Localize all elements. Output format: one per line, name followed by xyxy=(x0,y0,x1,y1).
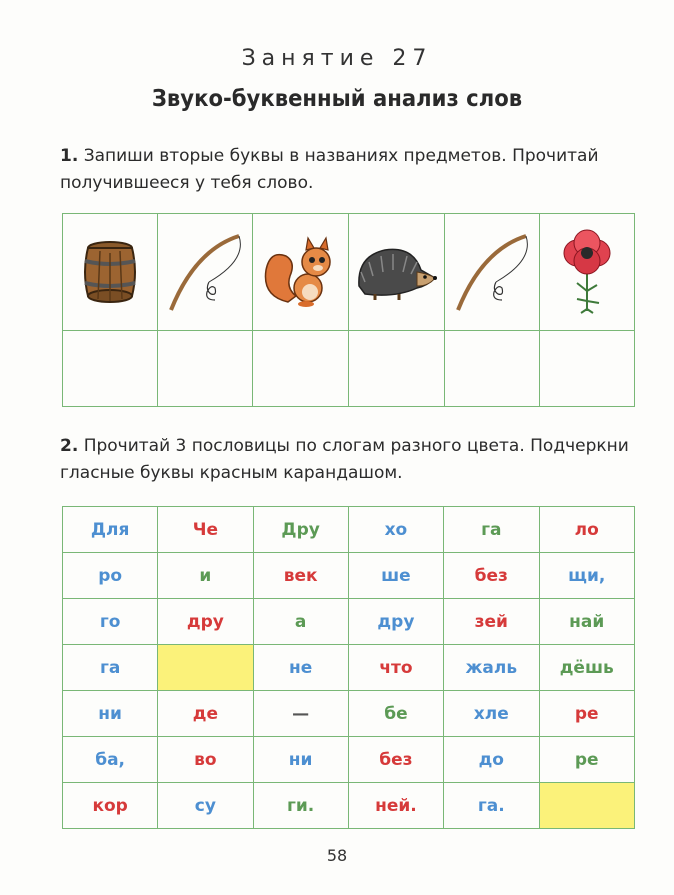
squirrel-icon xyxy=(260,236,342,308)
syllable-row xyxy=(63,691,635,737)
syllable-cell: без xyxy=(444,553,539,599)
syllable-cell: хо xyxy=(348,507,443,553)
syllable-cell: Че xyxy=(158,507,253,553)
syllable-cell: ло xyxy=(539,507,635,553)
answer-cell[interactable] xyxy=(540,331,635,407)
syllable-cell: ре xyxy=(539,691,635,737)
blank-cell xyxy=(158,645,253,691)
syllable-cell: кор xyxy=(63,783,158,829)
syllable-cell: не xyxy=(253,645,348,691)
syllable-cell: дру xyxy=(158,599,253,645)
picture-cell xyxy=(444,214,540,331)
task-2-instruction xyxy=(60,433,640,487)
task-1-text: Запиши вторые буквы в названиях предметов. Прочитай получившееся у тебя слово. xyxy=(60,146,599,193)
fishing-rod-icon xyxy=(452,230,532,314)
syllable-cell: га xyxy=(63,645,158,691)
answer-cell[interactable] xyxy=(253,331,349,407)
syllable-row xyxy=(63,507,635,553)
picture-cell xyxy=(540,214,635,331)
topic-title: Звуко-буквенный анализ слов xyxy=(151,86,523,112)
syllable-row xyxy=(63,553,635,599)
syllable-cell: ни xyxy=(63,691,158,737)
syllable-cell: и xyxy=(158,553,253,599)
picture-grid xyxy=(62,213,635,407)
fishing-rod-icon xyxy=(165,230,245,314)
syllable-row xyxy=(63,599,635,645)
syllable-cell: де xyxy=(158,691,253,737)
syllable-cell: дёшь xyxy=(539,645,635,691)
syllable-row xyxy=(63,645,635,691)
answer-row xyxy=(63,331,635,407)
syllable-cell: бе xyxy=(348,691,443,737)
task-1-number: 1. xyxy=(60,146,79,166)
task-2-number: 2. xyxy=(60,436,79,456)
syllable-cell: ни xyxy=(253,737,348,783)
barrel-icon xyxy=(78,239,142,305)
syllable-row xyxy=(63,783,635,829)
syllable-cell: га. xyxy=(444,783,539,829)
task-2-text: Прочитай 3 пословицы по слогам разного цвета. Подчеркни гласные буквы красным карандашом. xyxy=(60,436,629,483)
answer-cell[interactable] xyxy=(157,331,253,407)
syllable-cell: до xyxy=(444,737,539,783)
answer-cell[interactable] xyxy=(349,331,445,407)
picture-cell xyxy=(63,214,158,331)
syllable-cell: су xyxy=(158,783,253,829)
picture-cell xyxy=(349,214,445,331)
syllable-cell: ре xyxy=(539,737,635,783)
answer-cell[interactable] xyxy=(63,331,158,407)
answer-cell[interactable] xyxy=(444,331,540,407)
picture-cell xyxy=(253,214,349,331)
picture-cell xyxy=(157,214,253,331)
hedgehog-icon xyxy=(355,242,437,302)
syllable-cell: век xyxy=(253,553,348,599)
syllable-cell: най xyxy=(539,599,635,645)
syllable-cell: щи, xyxy=(539,553,635,599)
lesson-title: Занятие 27 xyxy=(241,46,433,71)
blank-cell xyxy=(539,783,635,829)
syllable-grid xyxy=(62,506,635,829)
syllable-cell: ба, xyxy=(63,737,158,783)
task-1-instruction xyxy=(60,143,640,197)
syllable-cell: Дру xyxy=(253,507,348,553)
syllable-row xyxy=(63,737,635,783)
syllable-cell: ро xyxy=(63,553,158,599)
syllable-cell: а xyxy=(253,599,348,645)
poppy-icon xyxy=(557,229,617,315)
page-number: 58 xyxy=(326,846,348,865)
syllable-cell: хле xyxy=(444,691,539,737)
syllable-cell: го xyxy=(63,599,158,645)
syllable-cell: зей xyxy=(444,599,539,645)
syllable-cell: ше xyxy=(348,553,443,599)
picture-row xyxy=(63,214,635,331)
syllable-cell: Для xyxy=(63,507,158,553)
syllable-cell: ги. xyxy=(253,783,348,829)
syllable-cell: что xyxy=(348,645,443,691)
syllable-cell: во xyxy=(158,737,253,783)
syllable-cell: жаль xyxy=(444,645,539,691)
syllable-cell: — xyxy=(253,691,348,737)
syllable-cell: ней. xyxy=(348,783,443,829)
syllable-cell: дру xyxy=(348,599,443,645)
syllable-cell: без xyxy=(348,737,443,783)
syllable-cell: га xyxy=(444,507,539,553)
